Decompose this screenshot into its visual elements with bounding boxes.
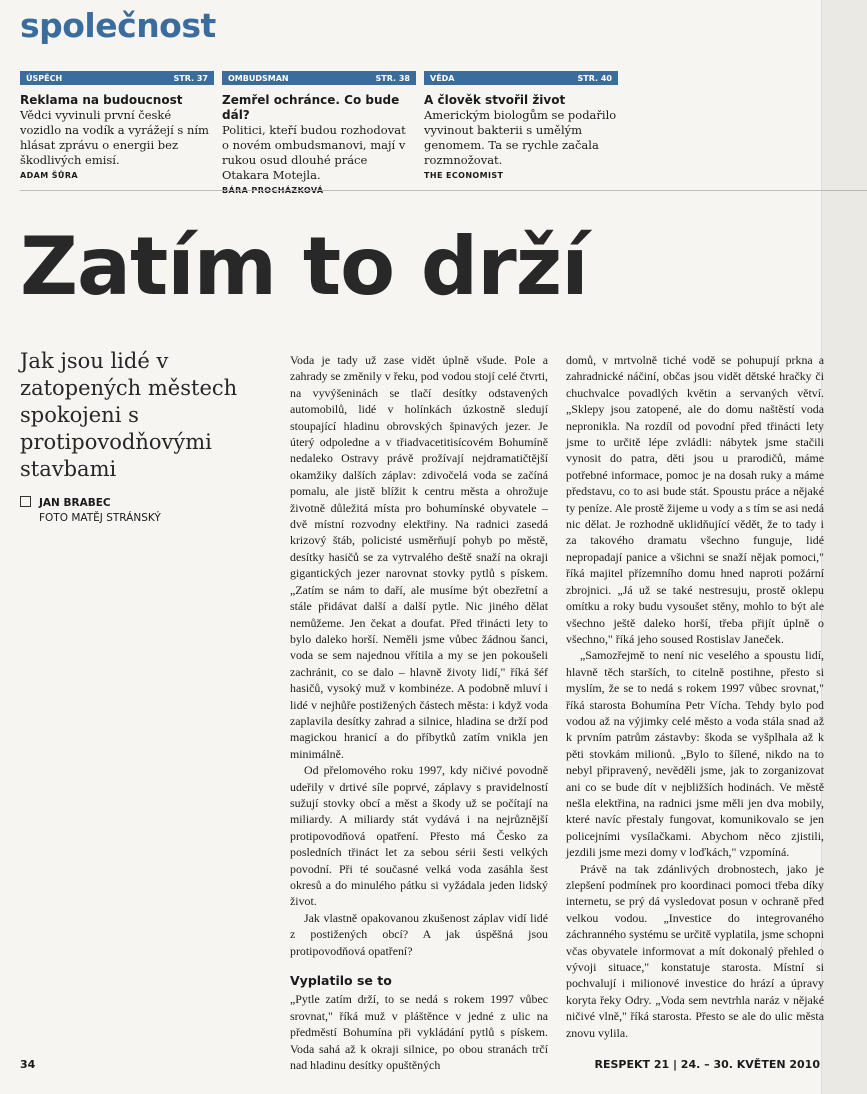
divider: [20, 190, 867, 191]
paragraph: Jak vlastně opakovanou zkušenost záplav vidí lidé z postižených obcí? A jak úspěšná jsou protipovodňová opatření?: [290, 910, 548, 958]
article-subheading: Vyplatilo se to: [290, 973, 392, 989]
paragraph: Voda je tady už zase vidět úplně všude. Pole a zahrady se změnily v řeku, pod vodou stojí celé čtvrti, na vyvýšeninách se tlačí desítky odstavených automobilů, lidé v holínkách úzkostně sledují stoupající hladinu obrovských špinavých jezer. Je úterý odpoledne a v třiadvacetitisícovém Bohumíně nedaleko Ostravy právě prožívají nejdramatičtější okamžiky dalších záplav: zdivočelá voda se začíná pomalu, ale jistě blížit k centru města a ohrožuje životně důležitá místa pro bohumínské obyvatele – dvě místní rozvodny elektřiny. Na radnici zasedá krizový štáb, policisté usměrňují pohyb po městě, desítky hasičů se za vytrvalého deště snaží na okraji gigantických jezer narovnat stovky pytlů s pískem. „Zatím se nám to daří, ale musíme být obezřetní a stále přidávat další a další pytle. Nic jiného dělat nemůžeme. Jen čekat a doufat. Před třinácti lety to bylo daleko horší. Neměli jsme vůbec žádnou šanci, voda se sem najednou vřítila a my se jen pokoušeli zachránit, co se dalo – hlavně životy lidí," říká šéf hasičů, vysoký muž v kombinéze. A podobně mluví i lidé v nejhůře postižených částech města: i když voda zaplavila desítky zahrad a silnice, hladina se drží pod magickou hranicí a do příbytků zatím vnikla jen minimálně.: [290, 353, 548, 761]
article-subheadline: Jak jsou lidé v zatopených městech spokojeni s protipovodňovými stavbami: [20, 349, 238, 481]
teaser-author: THE ECONOMIST: [424, 171, 504, 180]
paragraph: Od přelomového roku 1997, kdy ničivé povodně udeřily v drtivé síle poprvé, záplavy s pravidelností sužují stovky obcí a měst a škody už se počítají na miliardy. A miliardy stát vydává i na nejrůznější protipovodňová opatření. Přesto má Česko za posledních třináct let za sebou sérii šesti velkých povodní. Při té současné velká voda zasáhla šest okresů a do minulého pátku si vyžádala jeden lidský život.: [290, 763, 548, 909]
teaser-category: ÚSPĚCH: [26, 73, 63, 83]
teaser-header: [222, 71, 416, 85]
teaser-header: [424, 71, 618, 85]
teaser-text: Vědci vyvinuli první české vozidlo na vodík a vyrážejí s ním hlásat zprávu o energii bez škodlivých emisí.: [20, 108, 209, 167]
teaser-title[interactable]: Reklama na budoucnost: [20, 93, 183, 107]
paragraph: „Samozřejmě to není nic veselého a spoustu lidí, hlavně těch starších, to citelně postihne, přesto si myslím, že se to nedá s rokem 1997 vůbec srovnat," říká starosta Bohumína Petr Vícha. Tehdy bylo pod vodou až na výjimky celé město a voda stála snad až k prvním patrům zástavby: škoda se vyšplhala až k pěti stovkám milionů. „Bylo to šílené, nikdo na to nebyl připravený, nevěděli jsme, jak to zorganizovat ani co se bude dít v nejbližších hodinách. Ve městě nešla elektřina, na radnici jsme měli jen dva mobily, které navíc přestaly fungovat, komunikovalo se jen policejními vysílačkami. Abychom něco zjistili, jezdili jsme mezi domy v loďkách," vzpomíná.: [566, 648, 824, 860]
article-column-2: [566, 352, 824, 1041]
teaser-title[interactable]: Zemřel ochránce. Co bude dál?: [222, 93, 400, 122]
byline: [20, 496, 161, 526]
teaser-text: Americkým biologům se podařilo vyvinout bakterii s umělým genomem. Ta se rychle začala rozmnožovat.: [424, 108, 617, 167]
teaser[interactable]: [222, 71, 416, 195]
page-footer: [20, 1058, 820, 1071]
publication-info: RESPEKT 21 | 24. – 30. KVĚTEN 2010: [594, 1058, 820, 1071]
teaser-author: ADAM ŠŮRA: [20, 171, 78, 180]
teaser-text: Politici, kteří budou rozhodovat o novém ombudsmanovi, mají v rukou osud dlouhé práce Otakara Motejla.: [222, 123, 406, 182]
teaser-page: STR. 38: [375, 73, 410, 83]
byline-box-icon: [20, 496, 31, 507]
teaser-title[interactable]: A člověk stvořil život: [424, 93, 566, 107]
teaser-page: STR. 37: [173, 73, 208, 83]
teaser-header: [20, 71, 214, 85]
teaser-page: STR. 40: [577, 73, 612, 83]
article-headline: Zatím to drží: [20, 220, 588, 313]
page-number: 34: [20, 1058, 36, 1071]
section-title: společnost: [20, 6, 216, 45]
teaser-author: BÁRA PROCHÁZKOVÁ: [222, 186, 324, 195]
teaser[interactable]: [424, 71, 618, 195]
teaser-category: OMBUDSMAN: [228, 73, 289, 83]
teaser-category: VĚDA: [430, 73, 455, 83]
photo-credit: FOTO MATĚJ STRÁNSKÝ: [39, 512, 161, 524]
teaser-row: [20, 71, 620, 195]
author-name: JAN BRABEC: [39, 497, 111, 509]
adjacent-page-edge: [821, 0, 867, 1094]
article-column-1: [290, 352, 548, 1073]
paragraph: Právě na tak zdánlivých drobnostech, jako je zlepšení podmínek pro koordinaci pomoci třeba díky internetu, se prý dá vysledovat posun v ochraně před velkou vodou. „Investice do integrovaného záchranného systému se určitě vyplatila, jsme schopni včas obyvatele informovat a mít dokonalý přehled o vývoji situace," konstatuje starosta. Místní si pochvalují i milionové investice do hrází a úpravy koryta řeky Odry. „Voda sem nevtrhla naráz v nějaké ničivé vlně," říká starosta. Přesto se ale do ulic města znovu vylila.: [566, 861, 824, 1040]
paragraph: domů, v mrtvolně tiché vodě se pohupují prkna a zahradnické náčiní, občas jsou vidět dětské hračky či chuchvalce povadlých květin a servaných větví. „Sklepy jsou zatopené, ale do domu naštěstí voda nepronikla. Na rozdíl od povodní před třinácti lety jsme to určitě lépe zvládli: nábytek jsme stačili vynosit do patra, děti jsou u prarodičů, máme potřebné informace, pomoc je na dosah ruky a máme představu, co to asi bude stát. Spoustu práce a nějaké ty peníze. Ale prostě žijeme u vody a s tím se asi nedá nic dělat. Je rozhodně uklidňující vědět, že to tady i za takového dramatu všechno funguje, lidé nepropadají panice a všichni se snaží nějak pomoci," říká majitel přízemního domu hned naproti požární zbrojnici. „Já už se také nestresuju, prostě oklepu omítku a roky budu vysoušet stěny, mohlo to být ale všechno ještě daleko horší, třeba přijít úplně o všechno," říká jeho soused Rostislav Janeček.: [566, 353, 824, 646]
teaser[interactable]: [20, 71, 214, 195]
paragraph: „Pytle zatím drží, to se nedá s rokem 1997 vůbec srovnat," říká muž v pláštěnce v jedné z ulic na předměstí Bohumína při vykládání pytlů s pískem. Voda sahá až k okraji silnice, po obou stranách trčí nad hladinu desítky opuštěných: [290, 992, 548, 1073]
